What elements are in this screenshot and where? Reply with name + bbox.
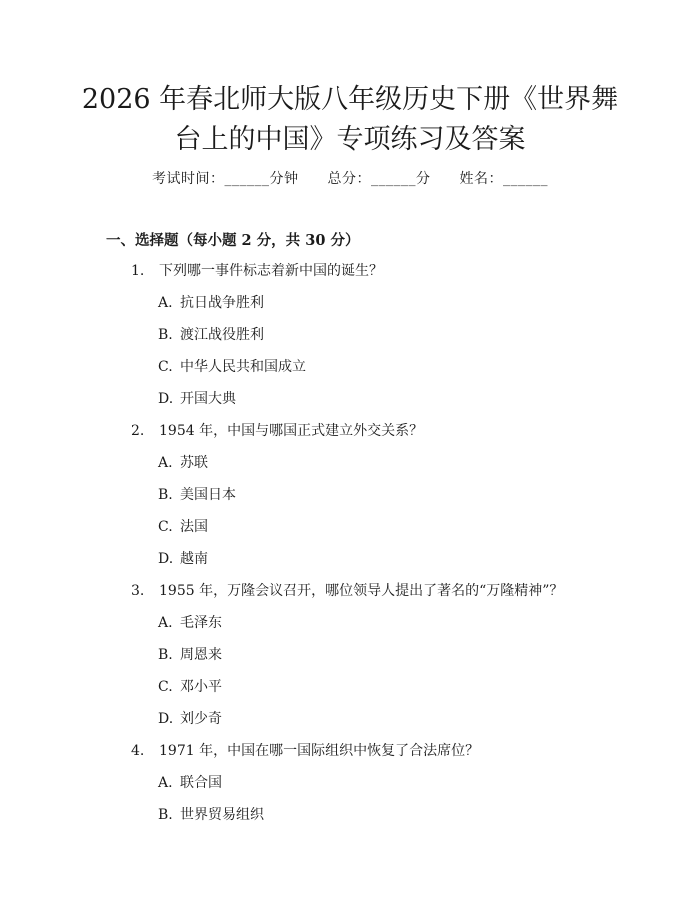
answer-option (158, 484, 236, 504)
answer-option (158, 612, 222, 632)
option-text: 越南 (180, 551, 208, 567)
option-text: 中华人民共和国成立 (180, 359, 306, 375)
question-number: 2. (131, 423, 145, 439)
question-number: 3. (131, 583, 145, 599)
option-letter: B. (158, 807, 173, 823)
question-item (131, 260, 383, 280)
option-letter: D. (158, 551, 174, 567)
title-line-1: 2026 年春北师大版八年级历史下册《世界舞 (81, 84, 619, 115)
option-text: 联合国 (180, 775, 222, 791)
option-text: 刘少奇 (180, 711, 222, 727)
option-letter: C. (158, 359, 173, 375)
option-letter: A. (158, 615, 173, 631)
option-letter: A. (158, 775, 173, 791)
answer-option (158, 324, 264, 344)
answer-option (158, 356, 306, 376)
question-text: 1955 年，万隆会议召开，哪位领导人提出了著名的“万隆精神”？ (159, 583, 564, 599)
question-number: 4. (131, 743, 145, 759)
student-name-field: 姓名：______ (459, 171, 548, 187)
answer-option (158, 644, 222, 664)
question-text: 下列哪一事件标志着新中国的诞生？ (159, 263, 383, 279)
answer-option (158, 676, 222, 696)
option-letter: B. (158, 327, 173, 343)
exam-meta (0, 168, 700, 188)
answer-option (158, 772, 222, 792)
answer-option (158, 804, 264, 824)
answer-option (158, 708, 222, 728)
section-heading: 一、选择题（每小题 2 分，共 30 分） (106, 232, 360, 249)
title-line-2: 台上的中国》专项练习及答案 (174, 124, 526, 155)
option-text: 苏联 (180, 455, 208, 471)
total-score-field: 总分：______分 (327, 171, 431, 187)
option-text: 邓小平 (180, 679, 222, 695)
option-text: 美国日本 (180, 487, 236, 503)
answer-option (158, 548, 208, 568)
question-item (131, 740, 479, 760)
option-text: 抗日战争胜利 (180, 295, 264, 311)
option-text: 法国 (180, 519, 208, 535)
answer-option (158, 452, 208, 472)
option-letter: B. (158, 487, 173, 503)
question-number: 1. (131, 263, 145, 279)
option-letter: B. (158, 647, 173, 663)
question-text: 1971 年，中国在哪一国际组织中恢复了合法席位？ (159, 743, 480, 759)
option-letter: C. (158, 679, 173, 695)
question-text: 1954 年，中国与哪国正式建立外交关系？ (159, 423, 424, 439)
option-letter: D. (158, 391, 174, 407)
page-title (60, 80, 640, 160)
option-text: 毛泽东 (180, 615, 222, 631)
option-text: 开国大典 (180, 391, 236, 407)
option-text: 世界贸易组织 (180, 807, 264, 823)
option-letter: A. (158, 295, 173, 311)
question-item (131, 420, 423, 440)
option-text: 周恩来 (180, 647, 222, 663)
option-text: 渡江战役胜利 (180, 327, 264, 343)
option-letter: D. (158, 711, 174, 727)
answer-option (158, 292, 264, 312)
question-item (131, 580, 563, 600)
answer-option (158, 516, 208, 536)
exam-time-field: 考试时间：______分钟 (152, 171, 299, 187)
option-letter: C. (158, 519, 173, 535)
answer-option (158, 388, 236, 408)
option-letter: A. (158, 455, 173, 471)
